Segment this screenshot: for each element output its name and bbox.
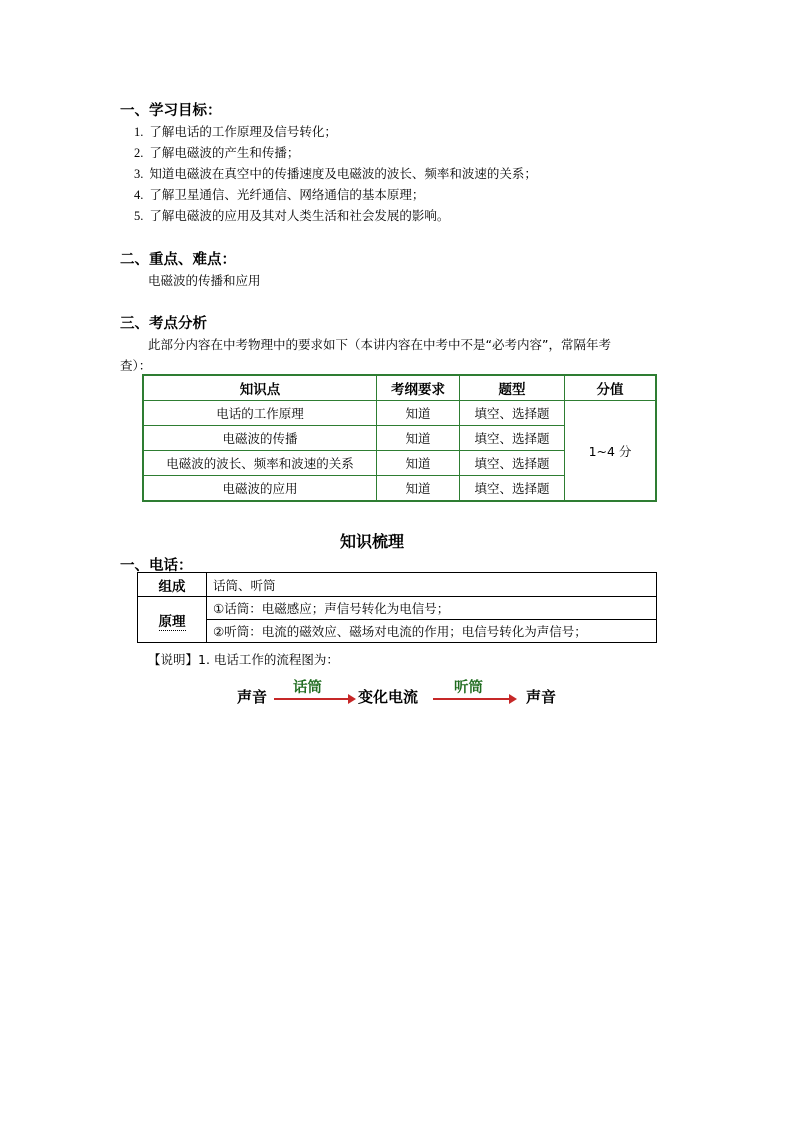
cell-knowledge-point: 电磁波的传播	[143, 426, 377, 451]
cell-question-type: 填空、选择题	[460, 426, 565, 451]
header-score: 分值	[565, 375, 657, 401]
cell-requirement: 知道	[377, 426, 460, 451]
flow-arrow1-icon	[274, 692, 356, 706]
header-knowledge-point: 知识点	[143, 375, 377, 401]
exam-requirements-table	[142, 374, 657, 502]
cell-requirement: 知道	[377, 401, 460, 426]
header-requirement: 考纲要求	[377, 375, 460, 401]
value-composition: 话筒、听筒	[207, 573, 657, 597]
section3-heading: 三、考点分析	[120, 316, 207, 332]
cell-requirement: 知道	[377, 451, 460, 476]
cell-knowledge-point: 电磁波的波长、频率和波速的关系	[143, 451, 377, 476]
note-text: 【说明】1. 电话工作的流程图为：	[148, 652, 339, 667]
table-row	[138, 597, 657, 620]
cell-requirement: 知道	[377, 476, 460, 502]
objective-item: 1. 了解电话的工作原理及信号转化；	[134, 124, 337, 139]
phone-table	[137, 572, 657, 643]
table-header-row	[143, 375, 656, 401]
knowledge-title: 知识梳理	[340, 532, 405, 551]
objective-item: 4. 了解卫星通信、光纤通信、网络通信的基本原理；	[134, 187, 425, 202]
section2-heading: 二、重点、难点：	[120, 252, 236, 268]
header-question-type: 题型	[460, 375, 565, 401]
exam-intro-line2: 查）：	[120, 358, 152, 373]
value-principle-receiver: ②听筒：电流的磁效应、磁场对电流的作用；电信号转化为声信号；	[207, 620, 657, 643]
cell-score: 1~4 分	[565, 401, 657, 502]
flow-arrow1-label: 话筒	[293, 680, 322, 696]
flow-middle: 变化电流	[358, 688, 419, 706]
cell-question-type: 填空、选择题	[460, 401, 565, 426]
flow-end: 声音	[526, 688, 557, 706]
cell-question-type: 填空、选择题	[460, 451, 565, 476]
label-principle: 原理	[138, 597, 207, 643]
phone-heading: 一、电话：	[120, 558, 193, 574]
table-row	[138, 573, 657, 597]
flow-arrow2-icon	[433, 692, 517, 706]
flow-arrow2-label: 听筒	[454, 680, 483, 696]
flow-start: 声音	[237, 688, 268, 706]
objective-item: 5. 了解电磁波的应用及其对人类生活和社会发展的影响。	[134, 208, 450, 223]
table-row	[138, 620, 657, 643]
objective-item: 3. 知道电磁波在真空中的传播速度及电磁波的波长、频率和波速的关系；	[134, 166, 537, 181]
section1-heading: 一、学习目标：	[120, 103, 222, 119]
label-composition: 组成	[138, 573, 207, 597]
value-principle-mic: ①话筒：电磁感应；声信号转化为电信号；	[207, 597, 657, 620]
key-points-text: 电磁波的传播和应用	[148, 273, 261, 288]
table-row	[143, 401, 656, 426]
objective-item: 2. 了解电磁波的产生和传播；	[134, 145, 300, 160]
cell-knowledge-point: 电话的工作原理	[143, 401, 377, 426]
cell-knowledge-point: 电磁波的应用	[143, 476, 377, 502]
cell-question-type: 填空、选择题	[460, 476, 565, 502]
exam-intro-line1: 此部分内容在中考物理中的要求如下（本讲内容在中考中不是“必考内容”，常隔年考	[148, 337, 611, 352]
